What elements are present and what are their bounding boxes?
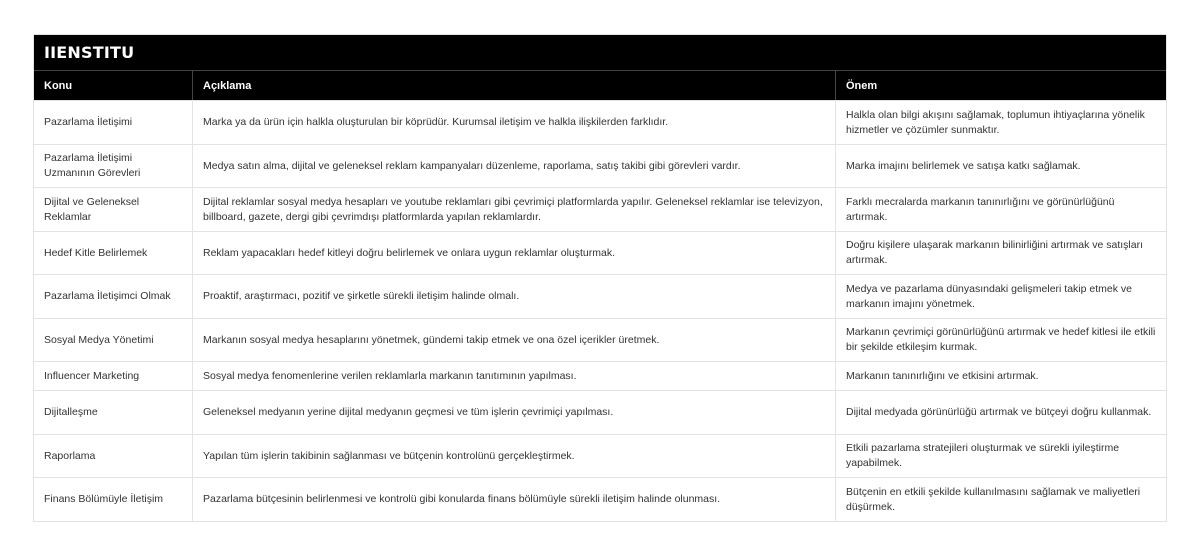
cell-onem: Bütçenin en etkili şekilde kullanılmasını sağlamak ve maliyetleri düşürmek.	[846, 485, 1141, 513]
cell-konu: Hedef Kitle Belirlemek	[34, 232, 193, 274]
cell-onem: Farklı mecralarda markanın tanınırlığını ve görünürlüğünü artırmak.	[846, 195, 1115, 223]
table-row	[34, 318, 1166, 361]
table-row	[34, 390, 1166, 434]
table-row	[34, 361, 1166, 390]
cell-aciklama: Marka ya da ürün için halkla oluşturulan bir köprüdür. Kurumsal iletişim ve halkla ilişkilerden farklıdır.	[193, 101, 836, 144]
cell-onem: Markanın çevrimiçi görünürlüğünü artırmak ve hedef kitlesi ile etkili bir şekilde etkileşim kurmak.	[846, 326, 1156, 353]
cell-konu: Dijital ve Geleneksel Reklamlar	[34, 188, 193, 231]
cell-onem: Halkla olan bilgi akışını sağlamak, toplumun ihtiyaçlarına yönelik hizmetler ve çözümler sunmaktır.	[846, 108, 1145, 136]
cell-aciklama: Yapılan tüm işlerin takibinin sağlanması ve bütçenin kontrolünü gerçekleştirmek.	[193, 435, 836, 477]
cell-aciklama: Dijital reklamlar sosyal medya hesapları ve youtube reklamları gibi çevrimiçi platformlarda yapılır. Geleneksel reklamlar ise televizyon, billboard, gazete, dergi gibi çevrimdışı platformlarda yapılan reklamlardır.	[193, 188, 836, 231]
cell-aciklama: Medya satın alma, dijital ve geleneksel reklam kampanyaları düzenleme, raporlama, satış takibi gibi görevleri vardır.	[193, 145, 836, 187]
header-konu: Konu	[34, 71, 193, 100]
header-onem: Önem	[846, 79, 878, 92]
table-row	[34, 144, 1166, 187]
brand-logo-text: IIENSTITU	[44, 43, 135, 62]
table-row	[34, 477, 1166, 521]
header-aciklama: Açıklama	[193, 71, 836, 100]
cell-aciklama: Sosyal medya fenomenlerine verilen reklamlarla markanın tanıtımının yapılması.	[193, 362, 836, 390]
cell-konu: Pazarlama İletişimi Uzmanının Görevleri	[34, 145, 193, 187]
cell-konu: Dijitalleşme	[34, 391, 193, 434]
cell-aciklama: Reklam yapacakları hedef kitleyi doğru belirlemek ve onlara uygun reklamlar oluşturmak.	[193, 232, 836, 274]
table-row	[34, 231, 1166, 274]
content-table	[33, 34, 1167, 522]
cell-konu: Finans Bölümüyle İletişim	[34, 478, 193, 521]
cell-konu: Sosyal Medya Yönetimi	[34, 319, 193, 361]
cell-onem: Medya ve pazarlama dünyasındaki gelişmeleri takip etmek ve markanın imajını yönetmek.	[846, 282, 1132, 310]
table-header-row	[34, 70, 1166, 100]
cell-onem: Doğru kişilere ulaşarak markanın bilinirliğini artırmak ve satışları artırmak.	[846, 239, 1144, 266]
cell-onem: Etkili pazarlama stratejileri oluşturmak ve sürekli iyileştirme yapabilmek.	[846, 442, 1120, 469]
cell-aciklama: Markanın sosyal medya hesaplarını yönetmek, gündemi takip etmek ve ona özel içerikler üretmek.	[193, 319, 836, 361]
cell-aciklama: Geleneksel medyanın yerine dijital medyanın geçmesi ve tüm işlerin çevrimiçi yapılması.	[193, 391, 836, 434]
table-row	[34, 100, 1166, 144]
cell-aciklama: Proaktif, araştırmacı, pozitif ve şirketle sürekli iletişim halinde olmalı.	[193, 275, 836, 318]
cell-aciklama: Pazarlama bütçesinin belirlenmesi ve kontrolü gibi konularda finans bölümüyle sürekli iletişim halinde olunması.	[193, 478, 836, 521]
cell-onem: Marka imajını belirlemek ve satışa katkı sağlamak.	[846, 159, 1081, 172]
cell-onem: Dijital medyada görünürlüğü artırmak ve bütçeyi doğru kullanmak.	[846, 406, 1152, 418]
table-row	[34, 274, 1166, 318]
table-row	[34, 187, 1166, 231]
table-row	[34, 434, 1166, 477]
brand-header	[34, 35, 1166, 70]
cell-onem: Markanın tanınırlığını ve etkisini artırmak.	[846, 369, 1039, 382]
cell-konu: Raporlama	[34, 435, 193, 477]
cell-konu: Pazarlama İletişimci Olmak	[34, 275, 193, 318]
cell-konu: Pazarlama İletişimi	[34, 101, 193, 144]
cell-konu: Influencer Marketing	[34, 362, 193, 390]
